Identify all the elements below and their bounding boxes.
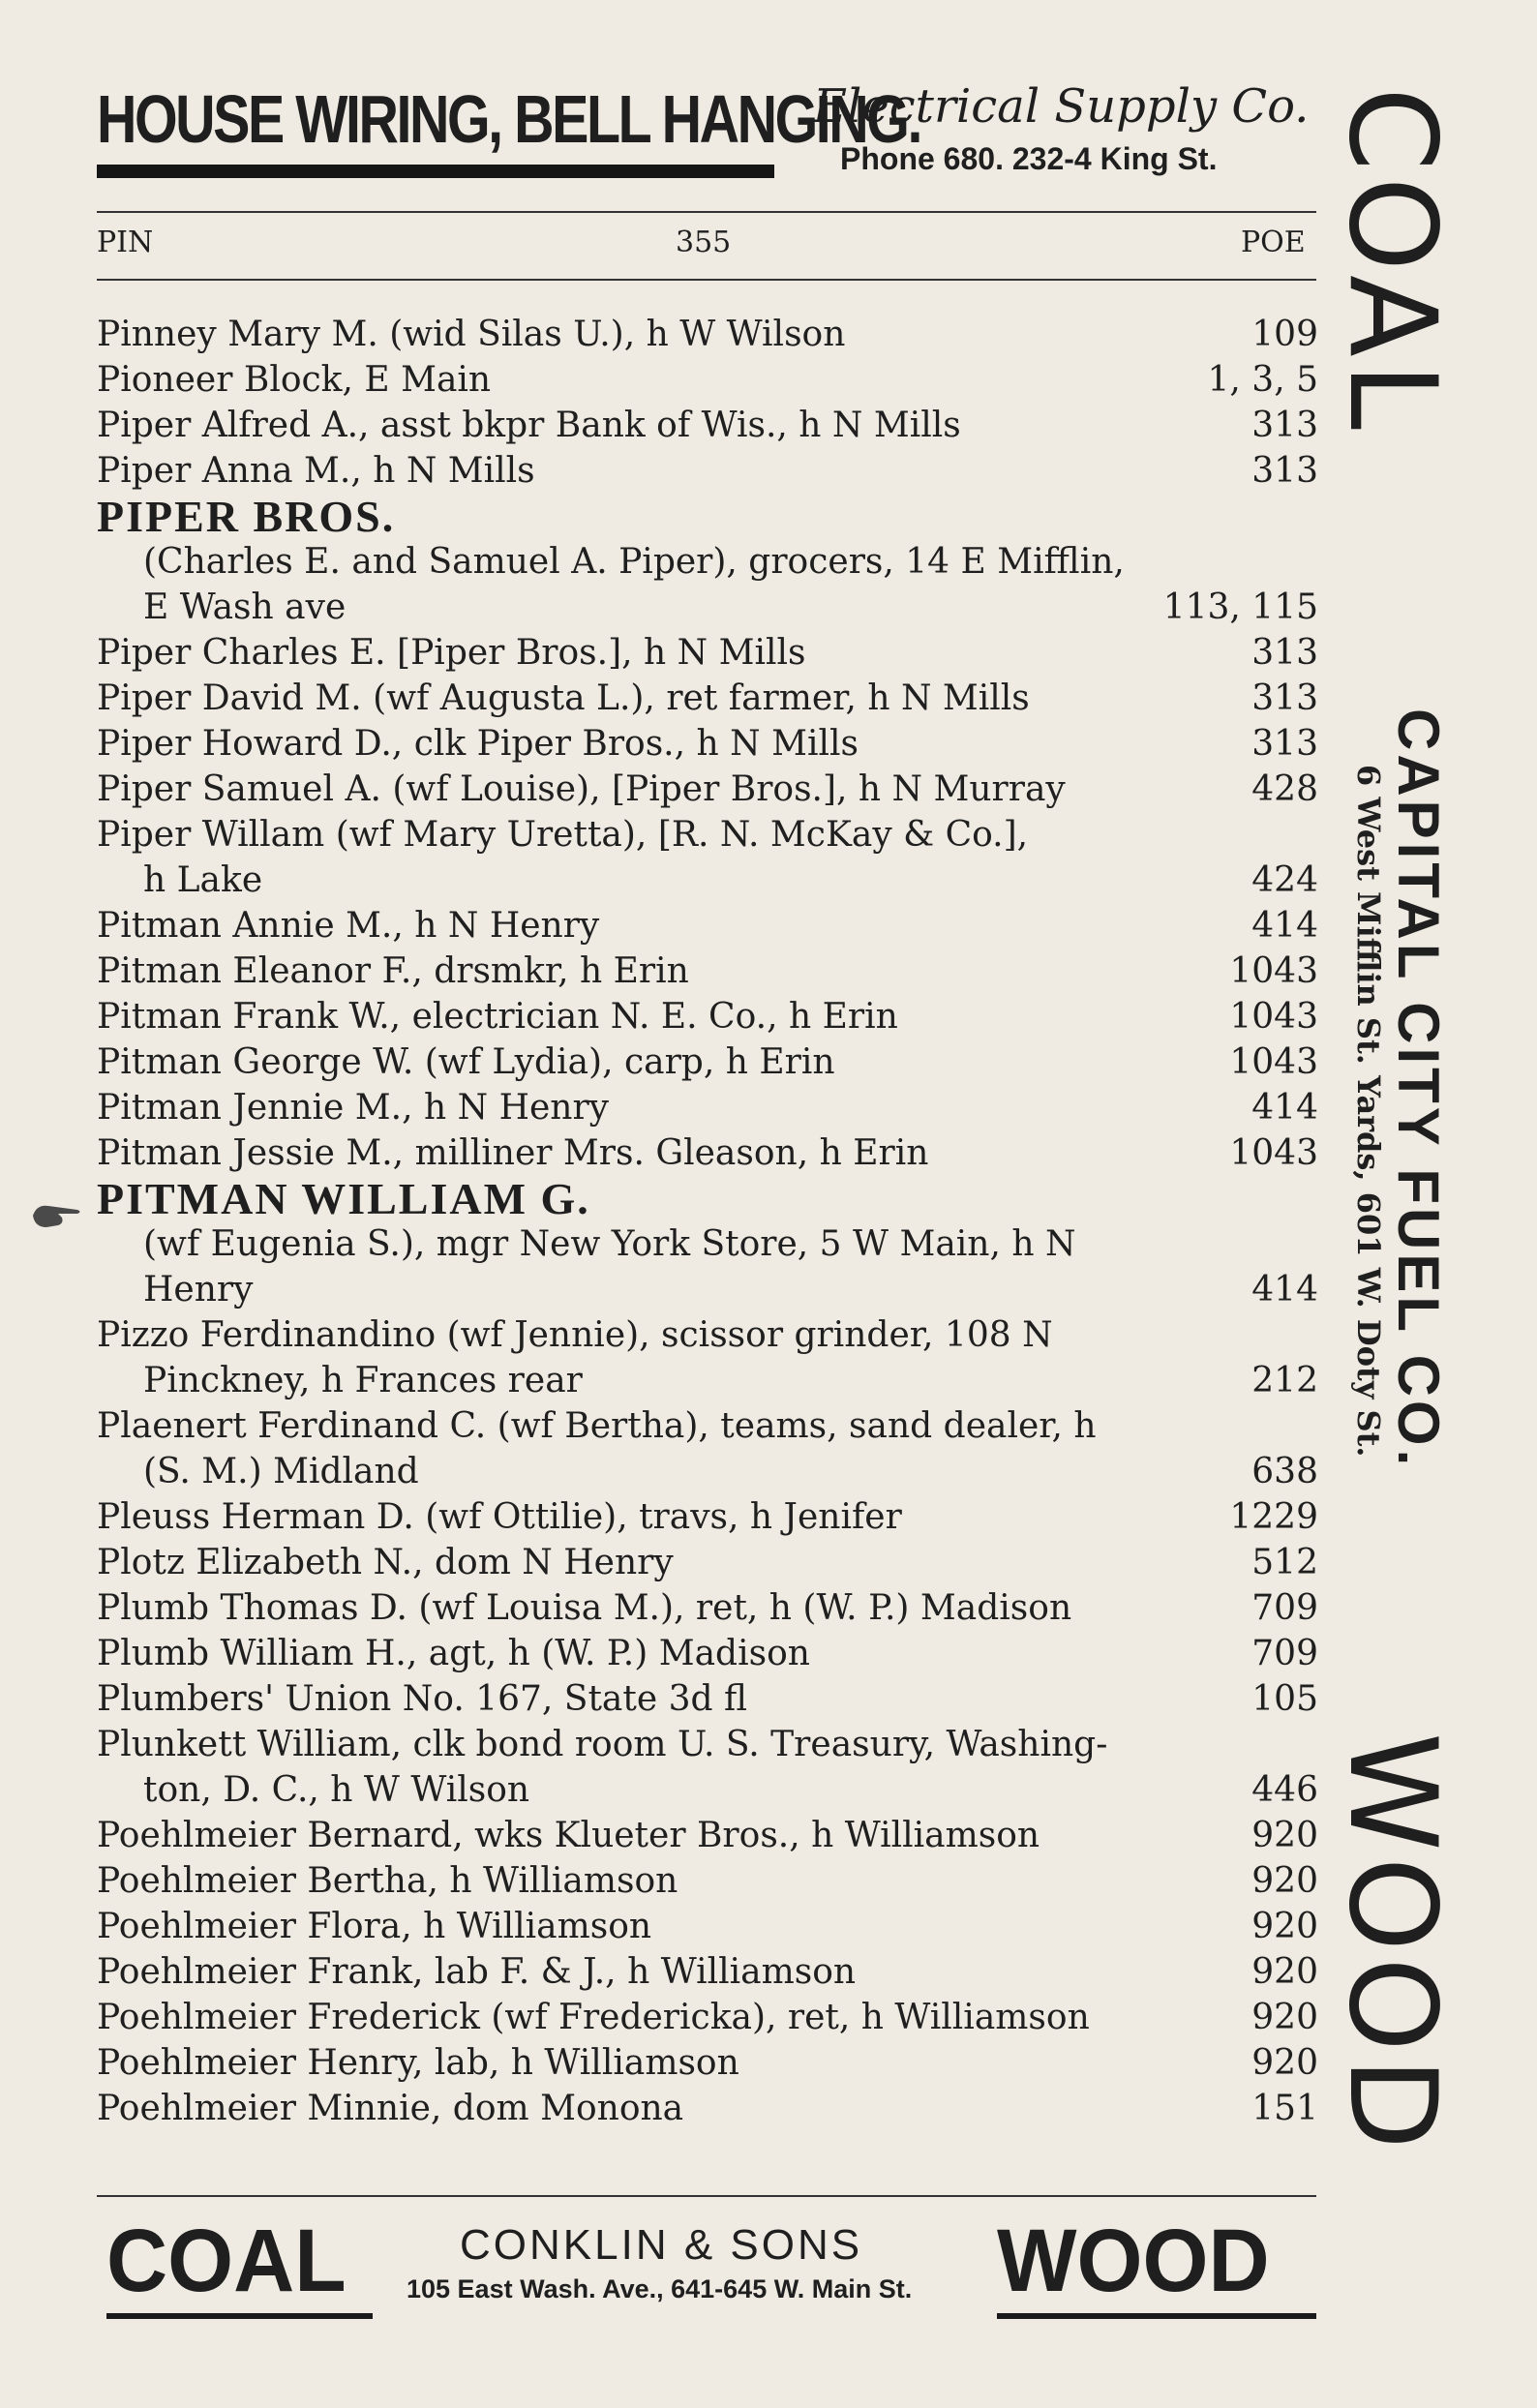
entry-line <box>97 721 1318 767</box>
entry-line <box>97 1813 1318 1858</box>
footer-rule <box>97 2195 1316 2197</box>
directory-entry <box>97 1494 1318 1540</box>
entry-page-ref: 920 <box>1251 1861 1318 1901</box>
directory-entry <box>97 1130 1318 1176</box>
entry-page-ref: 313 <box>1251 451 1318 491</box>
header-rule-bottom <box>97 279 1316 281</box>
entry-text: Pitman Eleanor F., drsmkr, h Erin <box>97 951 689 991</box>
side-ad-address: 6 West Mifflin St. Yards, 601 W. Doty St. <box>1350 765 1387 1458</box>
entry-text: Piper Alfred A., asst bkpr Bank of Wis., h N Mills <box>97 406 961 445</box>
entry-page-ref: 414 <box>1251 1088 1318 1128</box>
entry-text: Poehlmeier Henry, lab, h Williamson <box>97 2043 739 2083</box>
directory-entry <box>97 2086 1318 2131</box>
entry-line <box>97 994 1318 1039</box>
directory-entry <box>97 903 1318 948</box>
entry-line <box>97 357 1318 403</box>
entry-text: Piper Willam (wf Mary Uretta), [R. N. McKay & Co.], <box>97 815 1029 855</box>
entry-page-ref: 709 <box>1251 1588 1318 1628</box>
entry-page-ref: 113, 115 <box>1162 587 1318 627</box>
entry-line <box>97 1995 1318 2040</box>
entry-text: Plumb William H., agt, h (W. P.) Madison <box>97 1634 810 1673</box>
directory-entry <box>97 1085 1318 1130</box>
entry-text: Piper Anna M., h N Mills <box>97 451 535 491</box>
directory-entry <box>97 1039 1318 1085</box>
entry-page-ref <box>1241 1221 1318 1267</box>
entry-line <box>97 1722 1318 1767</box>
entry-page-ref: 1, 3, 5 <box>1207 360 1318 400</box>
entry-page-ref: 920 <box>1251 1907 1318 1946</box>
entry-text: Plumb Thomas D. (wf Louisa M.), ret, h (W. P.) Madison <box>97 1588 1072 1628</box>
directory-entry <box>97 994 1318 1039</box>
entry-page-ref: 920 <box>1251 1998 1318 2037</box>
header-rule-top <box>97 211 1316 213</box>
entry-page-ref: 313 <box>1251 406 1318 445</box>
entry-line <box>97 676 1318 721</box>
entry-line <box>97 1904 1318 1949</box>
entry-text: Plotz Elizabeth N., dom N Henry <box>97 1543 674 1582</box>
entry-line <box>97 2086 1318 2131</box>
entry-page-ref: 424 <box>1251 860 1318 900</box>
directory-entries <box>97 312 1318 2131</box>
entry-line <box>97 1585 1318 1631</box>
side-ad-company: CAPITAL CITY FUEL CO. <box>1386 708 1451 1470</box>
entry-page-ref: 105 <box>1251 1679 1318 1719</box>
entry-line <box>97 403 1318 448</box>
entry-line <box>97 1631 1318 1676</box>
entry-line <box>97 858 1318 903</box>
entry-line <box>97 585 1318 630</box>
entry-page-ref: 212 <box>1251 1361 1318 1400</box>
bottom-ad-address: 105 East Wash. Ave., 641-645 W. Main St. <box>407 2274 913 2303</box>
directory-entry <box>97 767 1318 812</box>
directory-entry <box>97 1585 1318 1631</box>
entry-line <box>97 1085 1318 1130</box>
directory-entry <box>97 448 1318 494</box>
top-ad-phone-address: Phone 680. 232-4 King St. <box>840 141 1218 176</box>
directory-entry <box>97 1949 1318 1995</box>
directory-entry <box>97 1995 1318 2040</box>
entry-page-ref <box>1241 1312 1318 1358</box>
entry-page-ref: 709 <box>1251 1634 1318 1673</box>
entry-page-ref: 1043 <box>1229 951 1318 991</box>
entry-text: E Wash ave <box>143 587 347 627</box>
entry-page-ref: 920 <box>1251 1952 1318 1992</box>
entry-line <box>97 1767 1318 1813</box>
entry-text: Pitman George W. (wf Lydia), carp, h Erin <box>97 1042 835 1082</box>
bottom-ad-coal-underline <box>106 2313 373 2319</box>
entry-text: Pizzo Ferdinandino (wf Jennie), scissor grinder, 108 N <box>97 1315 1053 1355</box>
entry-line <box>97 1267 1318 1312</box>
directory-entry <box>97 1722 1318 1813</box>
entry-text: Piper Howard D., clk Piper Bros., h N Mills <box>97 724 859 764</box>
pointing-hand-icon <box>29 1196 83 1235</box>
entry-text: (Charles E. and Samuel A. Piper), grocers, 14 E Mifflin, <box>143 542 1125 582</box>
entry-page-ref <box>1241 1722 1318 1767</box>
entry-line <box>97 1403 1318 1449</box>
top-ad-company: Electrical Supply Co. <box>813 79 1310 134</box>
directory-entry <box>97 1631 1318 1676</box>
entry-line <box>97 312 1318 357</box>
entry-heading: PITMAN WILLIAM G. <box>97 1174 590 1223</box>
entry-page-ref: 1043 <box>1229 1133 1318 1173</box>
entry-page-ref: 1229 <box>1229 1497 1318 1537</box>
directory-entry <box>97 1312 1318 1403</box>
entry-line <box>97 1858 1318 1904</box>
entry-page-ref <box>1241 539 1318 585</box>
entry-text: Pitman Jennie M., h N Henry <box>97 1088 609 1128</box>
entry-text: Piper Samuel A. (wf Louise), [Piper Bros.], h N Murray <box>97 769 1066 809</box>
directory-entry <box>97 357 1318 403</box>
entry-page-ref: 1043 <box>1229 997 1318 1037</box>
entry-text: Piper David M. (wf Augusta L.), ret farmer, h N Mills <box>97 678 1030 718</box>
top-ad-slogan: HOUSE WIRING, BELL HANGING. <box>97 81 920 157</box>
side-ad-coal: COAL <box>1322 87 1462 436</box>
entry-text: h Lake <box>143 860 263 900</box>
entry-text: Piper Charles E. [Piper Bros.], h N Mills <box>97 633 806 673</box>
entry-line <box>97 2040 1318 2086</box>
entry-page-ref: 313 <box>1251 678 1318 718</box>
directory-entry <box>97 948 1318 994</box>
entry-line <box>97 903 1318 948</box>
entry-text: Pitman Annie M., h N Henry <box>97 906 600 946</box>
entry-line <box>97 1130 1318 1176</box>
entry-line <box>97 1949 1318 1995</box>
entry-page-ref <box>1241 1403 1318 1449</box>
entry-line <box>97 948 1318 994</box>
entry-page-ref: 512 <box>1251 1543 1318 1582</box>
bottom-ad-coal: COAL <box>106 2212 347 2310</box>
entry-text: Pioneer Block, E Main <box>97 360 492 400</box>
page-number: 355 <box>676 226 732 259</box>
directory-entry <box>97 403 1318 448</box>
entry-page-ref: 638 <box>1251 1452 1318 1491</box>
directory-entry <box>97 2040 1318 2086</box>
entry-page-ref: 151 <box>1251 2089 1318 2128</box>
entry-line <box>97 767 1318 812</box>
entry-text: Poehlmeier Flora, h Williamson <box>97 1907 652 1946</box>
entry-page-ref: 109 <box>1251 315 1318 354</box>
entry-text: (wf Eugenia S.), mgr New York Store, 5 W Main, h N <box>143 1224 1076 1264</box>
entry-page-ref <box>1241 812 1318 858</box>
directory-entry <box>97 312 1318 357</box>
bottom-ad-wood: WOOD <box>997 2212 1270 2310</box>
entry-text: Henry <box>143 1270 254 1309</box>
entry-line <box>97 1676 1318 1722</box>
entry-line <box>97 1221 1318 1267</box>
entry-page-ref: 920 <box>1251 2043 1318 2083</box>
directory-entry <box>97 812 1318 903</box>
entry-text: Plunkett William, clk bond room U. S. Treasury, Washing- <box>97 1725 1108 1764</box>
entry-line <box>97 1312 1318 1358</box>
entry-page-ref: 446 <box>1251 1770 1318 1810</box>
entry-text: Poehlmeier Bertha, h Williamson <box>97 1861 678 1901</box>
bottom-ad-wood-underline <box>997 2313 1316 2319</box>
side-ad-wood: WOOD <box>1322 1732 1462 2156</box>
entry-heading: PIPER BROS. <box>97 492 396 541</box>
directory-entry <box>97 721 1318 767</box>
entry-line <box>97 1358 1318 1403</box>
entry-text: Plumbers' Union No. 167, State 3d fl <box>97 1679 748 1719</box>
entry-line <box>97 448 1318 494</box>
header-guide-left: PIN <box>97 226 154 259</box>
entry-page-ref: 414 <box>1251 1270 1318 1309</box>
directory-entry <box>97 1403 1318 1494</box>
entry-text: Pitman Jessie M., milliner Mrs. Gleason, h Erin <box>97 1133 929 1173</box>
directory-entry <box>97 1676 1318 1722</box>
entry-line <box>97 1540 1318 1585</box>
entry-text: Poehlmeier Frederick (wf Fredericka), ret, h Williamson <box>97 1998 1090 2037</box>
entry-text: Poehlmeier Frank, lab F. & J., h Williamson <box>97 1952 857 1992</box>
entry-page-ref: 414 <box>1251 906 1318 946</box>
directory-entry <box>97 494 1318 630</box>
entry-line <box>97 539 1318 585</box>
entry-line <box>97 1449 1318 1494</box>
directory-entry <box>97 1813 1318 1858</box>
entry-page-ref: 428 <box>1251 769 1318 809</box>
directory-entry <box>97 676 1318 721</box>
directory-entry <box>97 1176 1318 1312</box>
directory-entry <box>97 1540 1318 1585</box>
entry-page-ref: 1043 <box>1229 1042 1318 1082</box>
entry-text: Poehlmeier Bernard, wks Klueter Bros., h Williamson <box>97 1816 1040 1855</box>
entry-text: (S. M.) Midland <box>143 1452 419 1491</box>
entry-page-ref: 920 <box>1251 1816 1318 1855</box>
entry-line <box>97 1494 1318 1540</box>
directory-entry <box>97 1858 1318 1904</box>
directory-entry <box>97 630 1318 676</box>
entry-text: Pinney Mary M. (wid Silas U.), h W Wilson <box>97 315 846 354</box>
bottom-ad-company: CONKLIN & SONS <box>460 2221 863 2269</box>
entry-text: Pleuss Herman D. (wf Ottilie), travs, h Jenifer <box>97 1497 902 1537</box>
top-ad-underline <box>97 165 774 178</box>
entry-text: Pinckney, h Frances rear <box>143 1361 583 1400</box>
entry-page-ref: 313 <box>1251 633 1318 673</box>
entry-text: Poehlmeier Minnie, dom Monona <box>97 2089 684 2128</box>
header-guide-right: POE <box>1241 226 1306 259</box>
entry-line <box>97 1039 1318 1085</box>
directory-entry <box>97 1904 1318 1949</box>
entry-text: Plaenert Ferdinand C. (wf Bertha), teams, sand dealer, h <box>97 1406 1097 1446</box>
entry-line <box>97 812 1318 858</box>
entry-line <box>97 630 1318 676</box>
entry-page-ref: 313 <box>1251 724 1318 764</box>
entry-text: ton, D. C., h W Wilson <box>143 1770 530 1810</box>
entry-text: Pitman Frank W., electrician N. E. Co., h Erin <box>97 997 898 1037</box>
